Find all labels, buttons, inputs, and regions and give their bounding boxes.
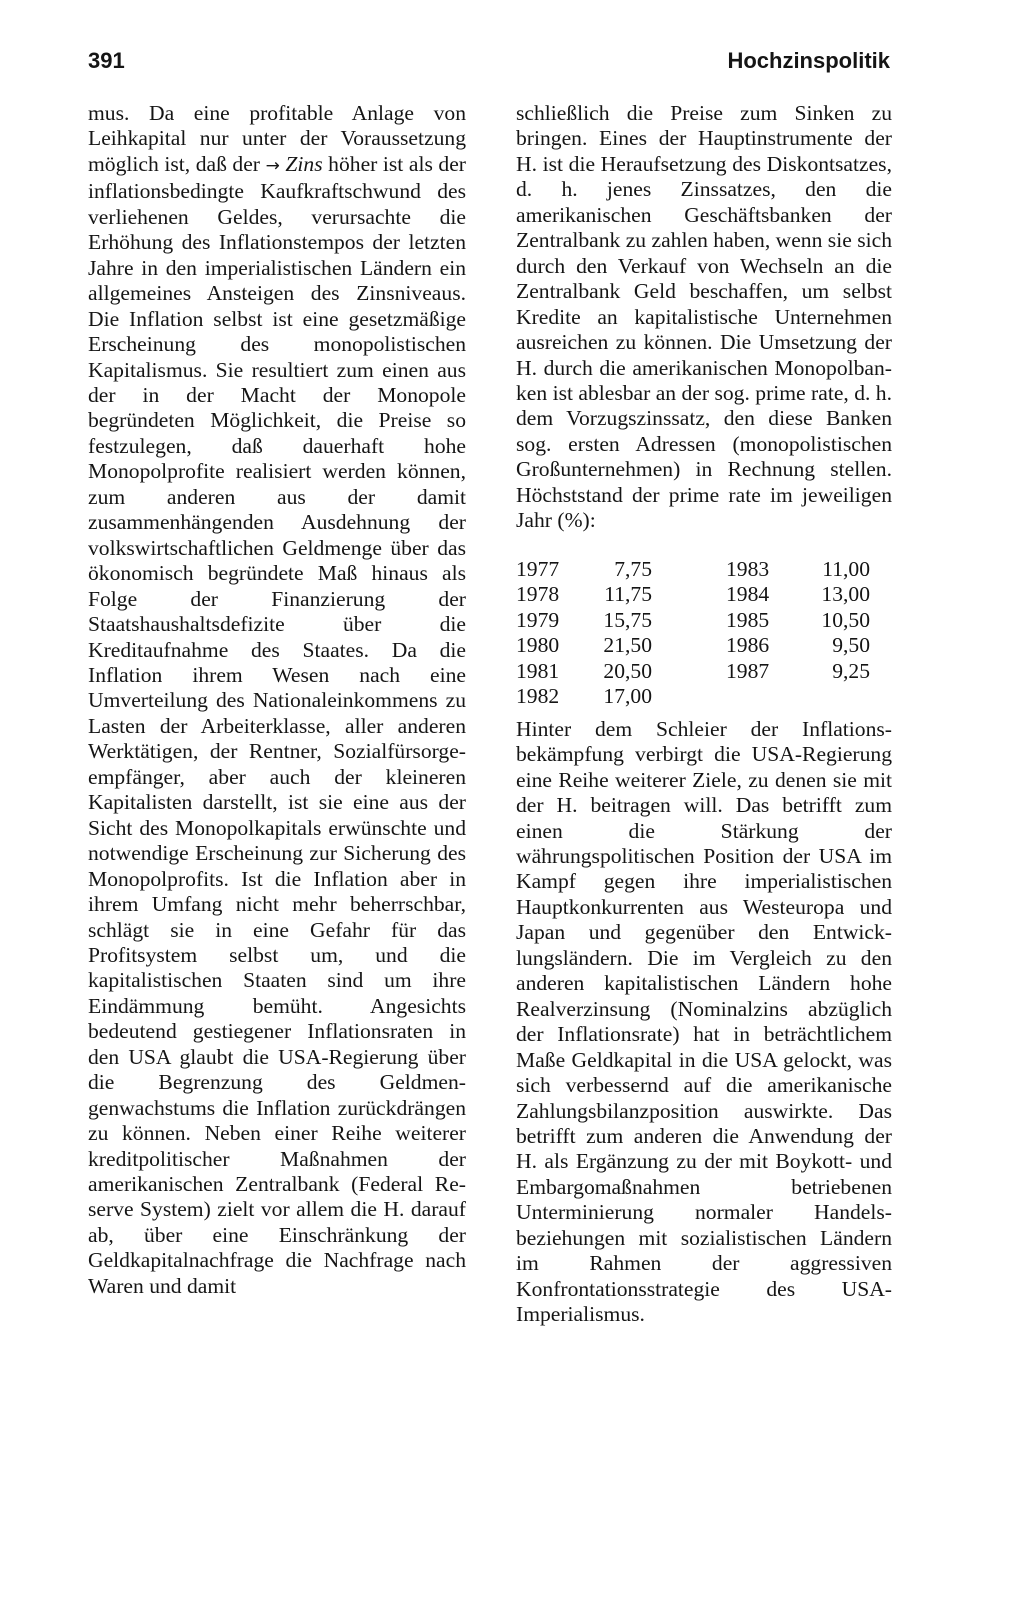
- year-cell: 1981: [516, 658, 560, 683]
- rate-cell: 13,00: [821, 582, 870, 607]
- year-cell: 1978: [516, 582, 560, 607]
- table-row: [516, 557, 870, 583]
- rate-cell: 9,50: [832, 633, 870, 658]
- cross-reference-arrow-icon: →: [265, 155, 280, 176]
- year-cell: 1982: [516, 684, 560, 709]
- left-text-part-2: höher ist als der inflationsbedingte Kaufkraftschwund des verliehenen Geldes, verursachte die Erhöhung des Inflationstempos der letzten Jahre in den imperialistischen Ländern ein allgemeines Ansteigen des Zinsniveaus. Die Inflation selbst ist eine gesetzmäßige Erscheinung des monopolistischen Kapitalismus. Sie resultiert zum einen aus der in der Macht der Monopole begründeten Möglichkeit, die Preise so festzulegen, daß dauerhaft hohe Monopolprofite realisiert werden können, zum anderen aus der damit zusammenhängenden Ausdehnung der volkswirtschaftlichen Geldmenge über das ökonomisch begründete Maß hinaus als Folge der Finanzierung der Staatshaushaltsdefizite über die Kreditaufnahme des Staates. Da die Inflation ihrem Wesen nach eine Umverteilung des Nationaleinkommens zu Lasten der Arbeiterklasse, aller anderen Werktätigen, der Rentner, Sozialfürsorgeempfänger, aber auch der kleineren Kapitalisten darstellt, ist sie eine aus der Sicht des Monopolkapitals erwünschte und notwendige Erscheinung zur Sicherung des Monopolprofits. Ist die Inflation aber in ihrem Umfang nicht mehr beherrschbar, schlägt sie in eine Gefahr für das Profitsystem selbst um, und die kapitalistischen Staaten sind um ihre Eindämmung bemüht. Angesichts bedeutend gestiegener Inflationsraten in den USA glaubt die USA-Regierung über die Begrenzung des Geldmengenwachstums die Inflation zurückdrängen zu können. Neben einer Reihe weiterer kreditpolitischer Maßnahmen der amerikanischen Zentralbank (Federal Reserve System) zielt vor allem die H. darauf ab, über eine Einschränkung der Geldkapitalnachfrage die Nachfrage nach Waren und damit: [88, 151, 466, 1298]
- rate-cell: 21,50: [603, 633, 652, 658]
- year-cell: 1984: [726, 582, 770, 607]
- table-row: [516, 633, 870, 659]
- table-row: [516, 659, 870, 685]
- year-cell: 1983: [726, 556, 770, 581]
- rate-cell: 20,50: [603, 658, 652, 683]
- rate-cell: 9,25: [832, 658, 870, 683]
- rate-cell: 10,50: [821, 607, 870, 632]
- right-column: [516, 101, 892, 1328]
- table-row: [516, 582, 870, 608]
- rate-cell: 7,75: [614, 556, 652, 581]
- year-cell: 1987: [726, 658, 770, 683]
- prime-rate-table: [516, 557, 870, 710]
- page-number: 391: [88, 48, 125, 73]
- table-row: [516, 684, 870, 710]
- table-row: [516, 608, 870, 634]
- page-header: [88, 48, 890, 84]
- left-text-part-1: mus. Da eine profitable Anlage von Leihkapital nur unter der Voraussetzung möglich ist, daß der: [88, 101, 466, 176]
- rate-cell: 17,00: [603, 684, 652, 709]
- right-paragraph-2: Hinter dem Schleier der Inflationsbekämpfung verbirgt die USA-Regierung eine Reihe weiterer Ziele, zu denen sie mit der H. beitragen will. Das betrifft zum einen die Stärkung der währungspolitischen Position der USA im Kampf gegen ihre imperialistischen Hauptkonkurrenten aus Westeuropa und Japan und gegenüber den Entwicklungsländern. Die im Vergleich zu den anderen kapitalistischen Ländern hohe Realverzinsung (Nominalzins abzüglich der Inflationsrate) hat in beträchtlichem Maße Geldkapital in die USA gelockt, was sich verbessernd auf die amerikanische Zahlungsbilanzposition auswirkte. Das betrifft zum anderen die Anwendung der H. als Ergänzung zu der mit Boykott- und Embargomaßnahmen betriebenen Unterminierung normaler Handelsbeziehungen mit sozialistischen Ländern im Rahmen der aggressiven Konfrontationsstrategie des USA-Imperialismus.: [516, 716, 892, 1327]
- rate-cell: 11,00: [822, 556, 870, 581]
- running-head: Hochzinspolitik: [727, 48, 890, 73]
- year-cell: 1985: [726, 607, 770, 632]
- year-cell: 1979: [516, 607, 560, 632]
- rate-cell: 15,75: [603, 607, 652, 632]
- right-paragraph-1: schließlich die Preise zum Sinken zu bringen. Eines der Hauptinstrumente der H. ist die Heraufsetzung des Diskontsatzes, d. h. jenes Zinssatzes, den die amerikanischen Geschäftsbanken der Zentralbank zu zahlen haben, wenn sie sich durch den Verkauf von Wechseln an die Zentralbank Geld beschaffen, um selbst Kredite an kapitalistische Unternehmen ausreichen zu können. Die Umsetzung der H. durch die amerikanischen Monopolbanken ist ablesbar an der sog. prime rate, d. h. dem Vorzugszinssatz, den diese Banken sog. ersten Adressen (monopolistischen Großunternehmen) in Rechnung stellen. Höchststand der prime rate im jeweiligen Jahr (%):: [516, 101, 892, 533]
- year-cell: 1977: [516, 556, 560, 581]
- zins-cross-reference[interactable]: Zins: [285, 151, 323, 176]
- rate-cell: 11,75: [604, 582, 652, 607]
- left-column: [88, 101, 466, 1299]
- year-cell: 1980: [516, 633, 560, 658]
- left-paragraph: [88, 101, 466, 1299]
- year-cell: 1986: [726, 633, 770, 658]
